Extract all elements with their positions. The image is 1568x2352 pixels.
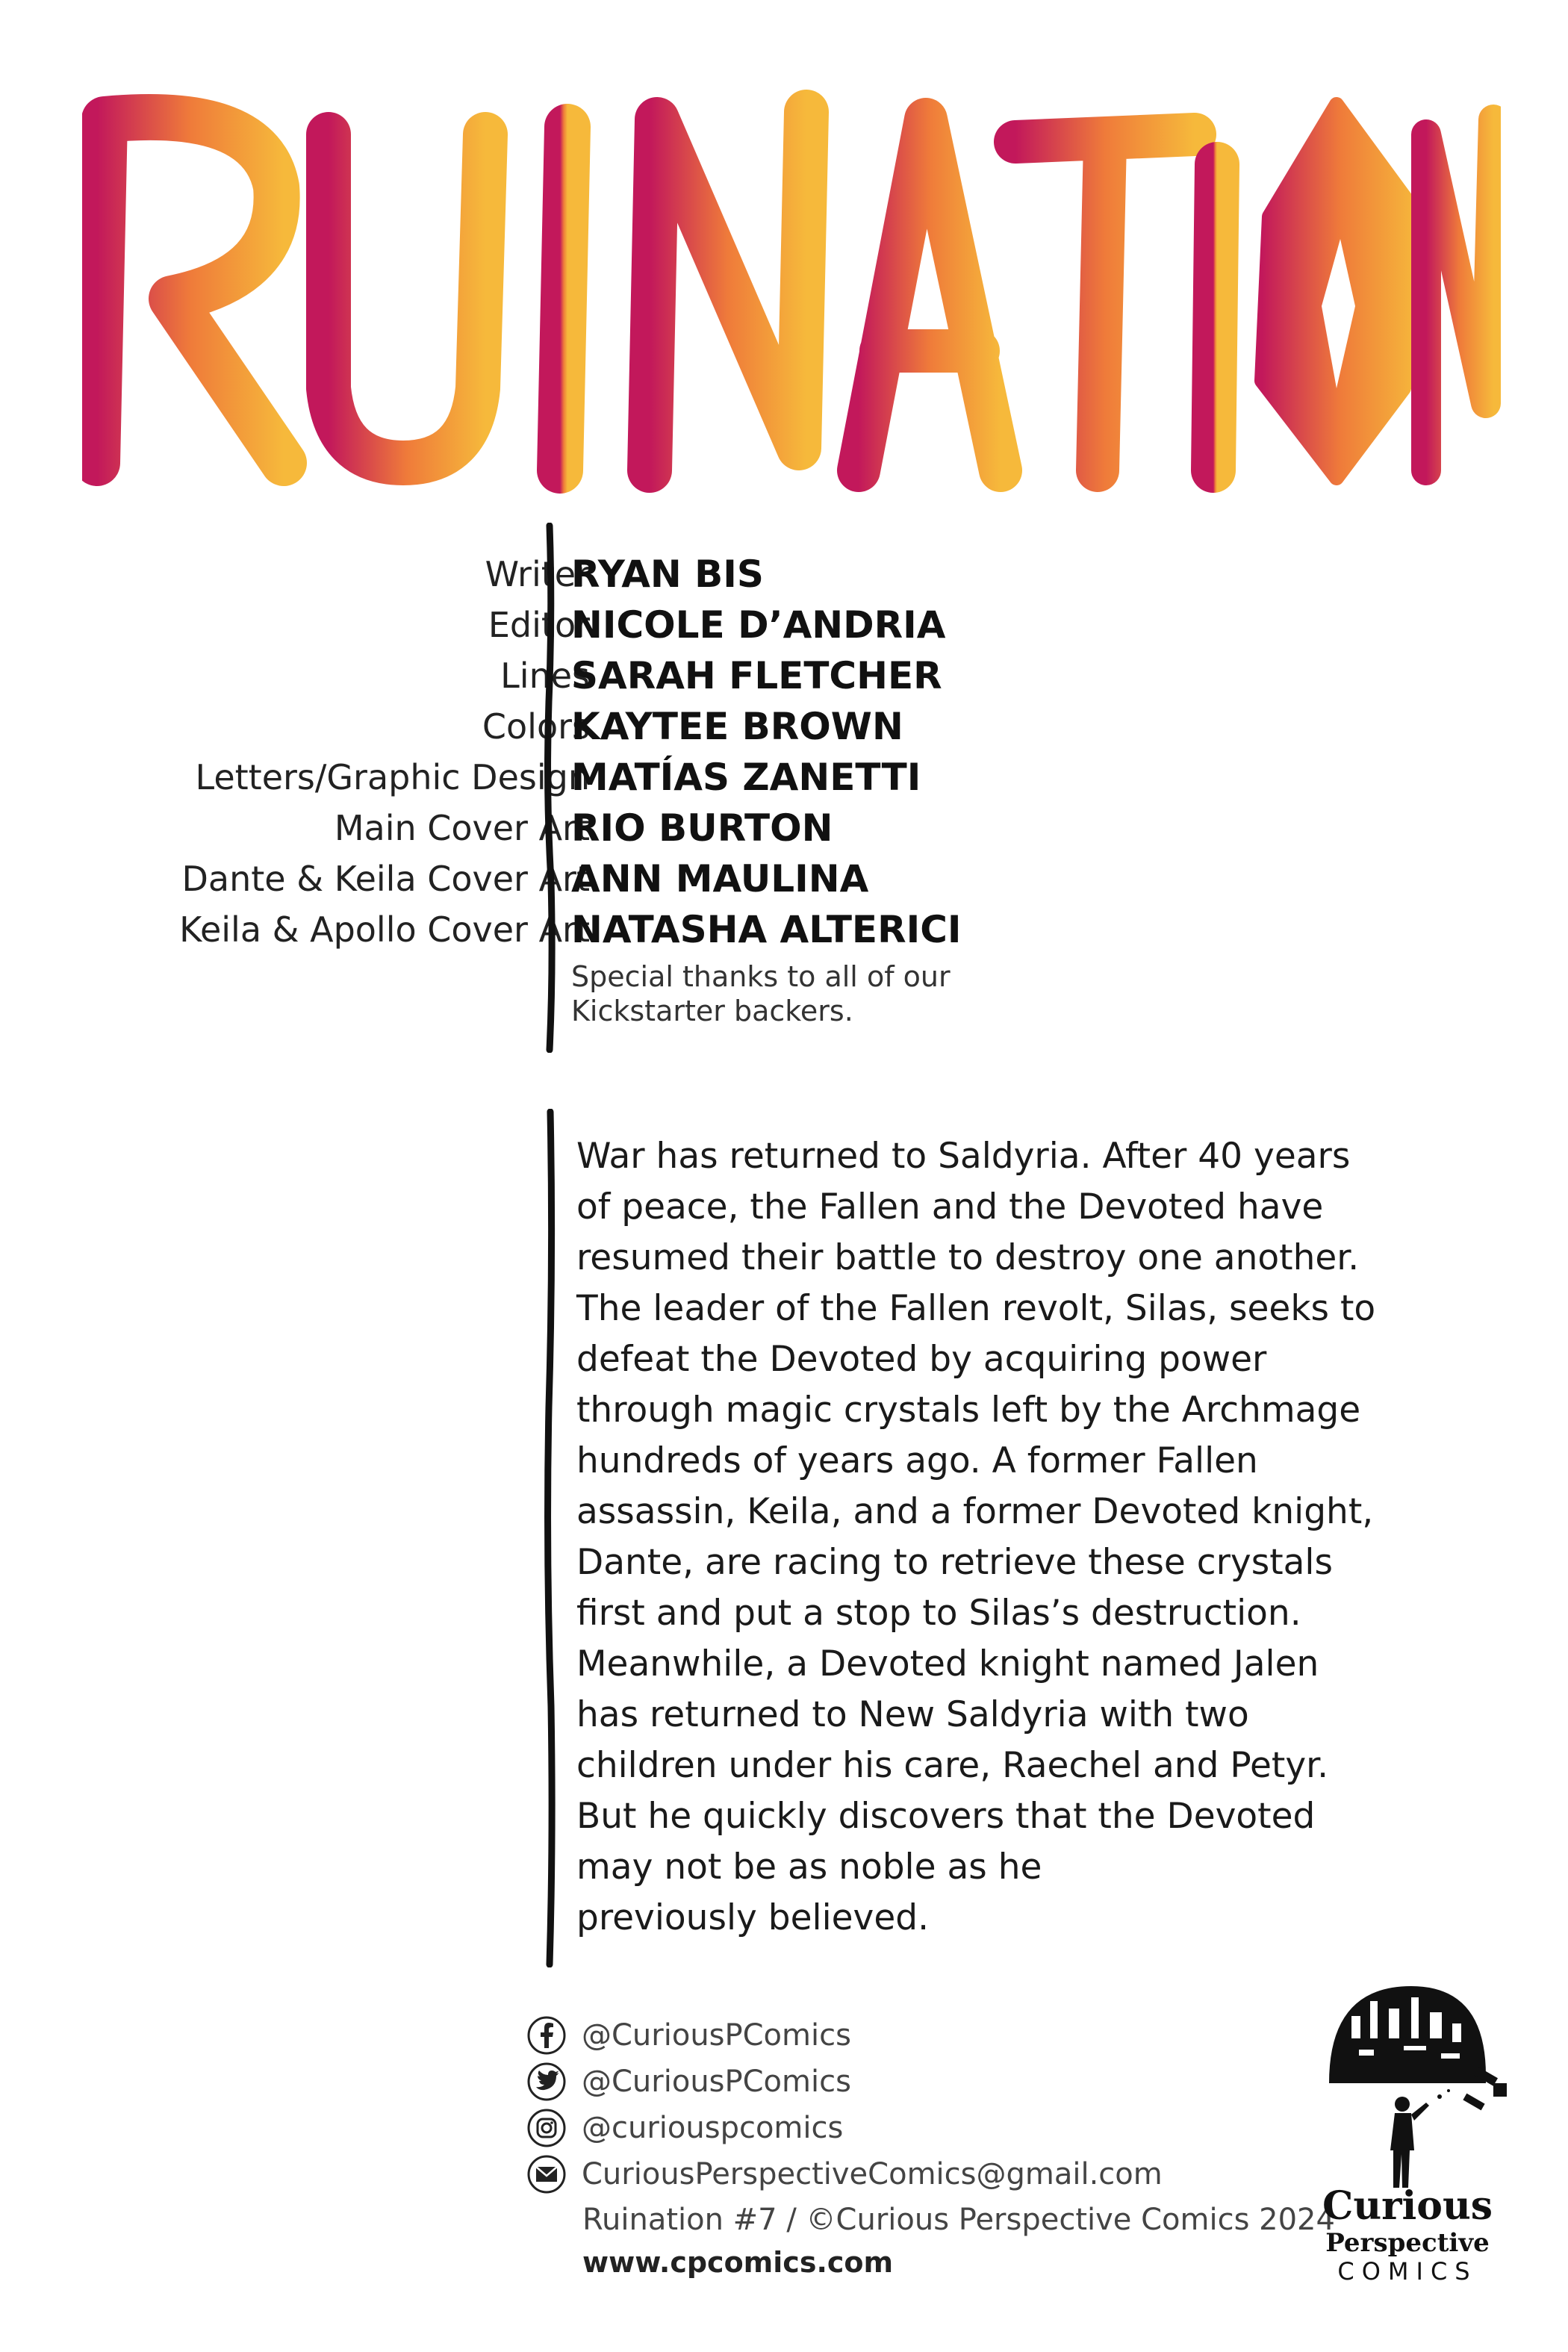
publisher-logo-art xyxy=(1314,1971,1516,2195)
credit-name: RIO BURTON xyxy=(571,806,833,850)
divider-brush-line xyxy=(539,1109,561,1967)
email-icon xyxy=(526,2154,567,2194)
credit-role: Writer xyxy=(485,554,590,594)
title-logo-art xyxy=(82,90,1501,508)
contact-text: CuriousPerspectiveComics@gmail.com xyxy=(582,2157,1163,2191)
synopsis-line: assassin, Keila, and a former Devoted knight, xyxy=(576,1491,1374,1532)
credit-role: Main Cover Art xyxy=(334,808,590,848)
credit-name: NICOLE D’ANDRIA xyxy=(571,603,946,647)
credit-name: KAYTEE BROWN xyxy=(571,705,903,748)
synopsis-line: children under his care, Raechel and Petyr. xyxy=(576,1745,1329,1786)
website-link[interactable]: www.cpcomics.com xyxy=(582,2246,894,2279)
synopsis-line: may not be as noble as he xyxy=(576,1847,1042,1888)
synopsis-line: hundreds of years ago. A former Fallen xyxy=(576,1440,1258,1481)
synopsis-line: previously believed. xyxy=(576,1897,930,1938)
contact-email[interactable] xyxy=(526,2151,1348,2197)
synopsis-line: defeat the Devoted by acquiring power xyxy=(576,1339,1267,1380)
contact-text: @CuriousPComics xyxy=(582,2065,851,2099)
contact-facebook[interactable] xyxy=(526,2012,1348,2059)
synopsis-line: resumed their battle to destroy one another. xyxy=(576,1237,1360,1278)
publisher-logo-line2: Perspective xyxy=(1325,2228,1490,2258)
thanks-line: Special thanks to all of our xyxy=(571,960,951,993)
facebook-icon xyxy=(526,2015,567,2056)
synopsis xyxy=(576,1131,1383,1944)
credit-role: Letters/Graphic Design xyxy=(195,757,590,797)
synopsis-line: But he quickly discovers that the Devoted xyxy=(576,1796,1316,1837)
credit-role: Editor xyxy=(488,605,590,645)
synopsis-line: The leader of the Fallen revolt, Silas, seeks to xyxy=(576,1288,1376,1329)
contact-twitter[interactable] xyxy=(526,2059,1348,2105)
publisher-logo xyxy=(1314,1971,1516,2285)
credit-name: MATÍAS ZANETTI xyxy=(571,756,921,799)
contact-text: @CuriousPComics xyxy=(582,2018,851,2053)
publisher-logo-line3: COMICS xyxy=(1337,2257,1478,2286)
synopsis-line: Meanwhile, a Devoted knight named Jalen xyxy=(576,1643,1319,1684)
copyright: Ruination #7 / ©Curious Perspective Comics 2024 xyxy=(582,2203,1335,2237)
synopsis-line: has returned to New Saldyria with two xyxy=(576,1694,1249,1735)
credit-role: Dante & Keila Cover Art xyxy=(181,859,590,899)
twitter-icon xyxy=(526,2062,567,2102)
title-logo xyxy=(82,90,1501,508)
synopsis-line: Dante, are racing to retrieve these crystals xyxy=(576,1542,1333,1583)
credit-name: SARAH FLETCHER xyxy=(571,654,942,697)
credit-role: Keila & Apollo Cover Art xyxy=(179,909,590,950)
synopsis-line: War has returned to Saldyria. After 40 years xyxy=(576,1136,1351,1177)
publisher-logo-line1: Curious xyxy=(1322,2183,1493,2229)
credit-role: Lines xyxy=(500,656,590,696)
contact-text: @curiouspcomics xyxy=(582,2111,844,2145)
contact-list xyxy=(526,2012,1348,2197)
credit-name: NATASHA ALTERICI xyxy=(571,908,962,951)
contact-instagram[interactable] xyxy=(526,2105,1348,2151)
credit-name: ANN MAULINA xyxy=(571,857,869,900)
synopsis-line: through magic crystals left by the Archmage xyxy=(576,1390,1361,1431)
divider-brush-line xyxy=(539,523,561,1053)
synopsis-line: first and put a stop to Silas’s destruction. xyxy=(576,1593,1301,1634)
instagram-icon xyxy=(526,2108,567,2148)
synopsis-line: of peace, the Fallen and the Devoted have xyxy=(576,1186,1324,1228)
thanks-line: Kickstarter backers. xyxy=(571,995,853,1027)
credit-role: Colors xyxy=(482,706,590,747)
special-thanks xyxy=(571,959,989,1028)
credit-name: RYAN BIS xyxy=(571,553,764,596)
